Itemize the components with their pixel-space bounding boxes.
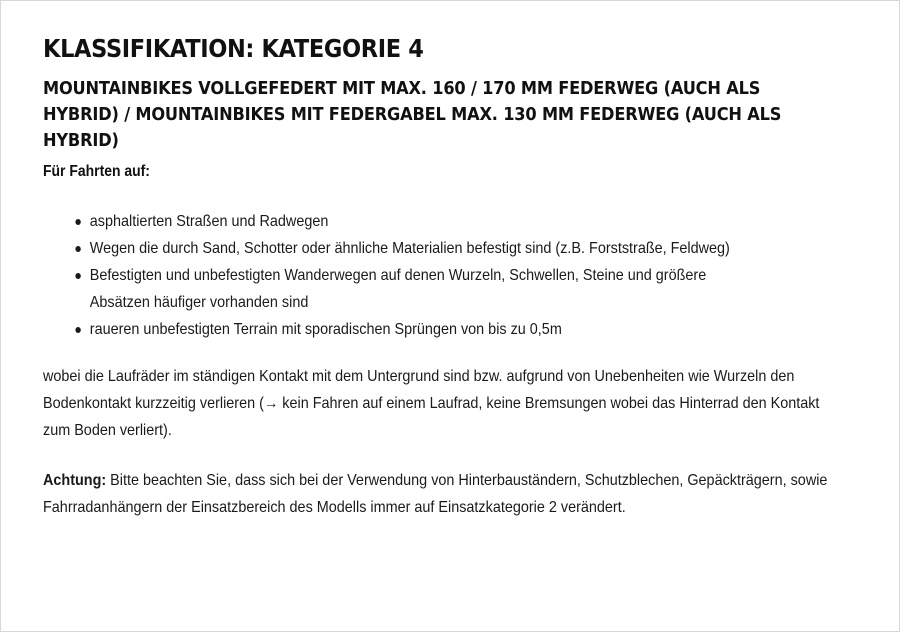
- notice-label: Achtung:: [43, 472, 107, 489]
- bullet-icon: [75, 273, 80, 279]
- bullet-icon: [75, 219, 80, 225]
- bullet-icon: [75, 327, 80, 333]
- notice-text: Bitte beachten Sie, dass sich bei der Verwendung von Hinterbauständern, Schutzblechen, Gepäckträgern, sowie Fahrradanhängern der Einsatzbereich des Modells immer auf Einsatzkategorie 2 verändert.: [43, 472, 828, 516]
- page-title: KLASSIFIKATION: KATEGORIE 4: [43, 34, 424, 63]
- list-item-text: Wegen die durch Sand, Schotter oder ähnliche Materialien befestigt sind (z.B. Forststraße, Feldweg): [89, 240, 730, 257]
- category-subtitle: MOUNTAINBIKES VOLLGEFEDERT MIT MAX. 160 / 170 MM FEDERWEG (AUCH ALS HYBRID) / MOUNTAINBIKES MIT FEDERGABEL MAX. 130 MM FEDERWEG (AUCH ALS HYBRID): [43, 78, 782, 151]
- notice-paragraph: [43, 467, 831, 521]
- list-item: [43, 235, 736, 262]
- list-item: [43, 262, 736, 316]
- list-item: [43, 316, 736, 343]
- terrain-list: [43, 208, 736, 343]
- list-item-text: asphaltierten Straßen und Radwegen: [89, 213, 329, 230]
- usage-intro: Für Fahrten auf:: [43, 163, 150, 180]
- list-item-text: Befestigten und unbefestigten Wanderwegen auf denen Wurzeln, Schwellen, Steine und größere Absätzen häufiger vorhanden sind: [89, 267, 707, 311]
- list-item: [43, 208, 736, 235]
- contact-paragraph: wobei die Laufräder im ständigen Kontakt mit dem Untergrund sind bzw. aufgrund von Unebenheiten wie Wurzeln den Bodenkontakt kurzzeitig verlieren (→ kein Fahren auf einem Laufrad, keine Bremsungen wobei das Hinterrad den Kontakt zum Boden verliert).: [43, 368, 820, 439]
- list-item-text: raueren unbefestigten Terrain mit sporadischen Sprüngen von bis zu 0,5m: [89, 321, 562, 338]
- classification-article: [43, 30, 843, 521]
- bullet-icon: [75, 246, 80, 252]
